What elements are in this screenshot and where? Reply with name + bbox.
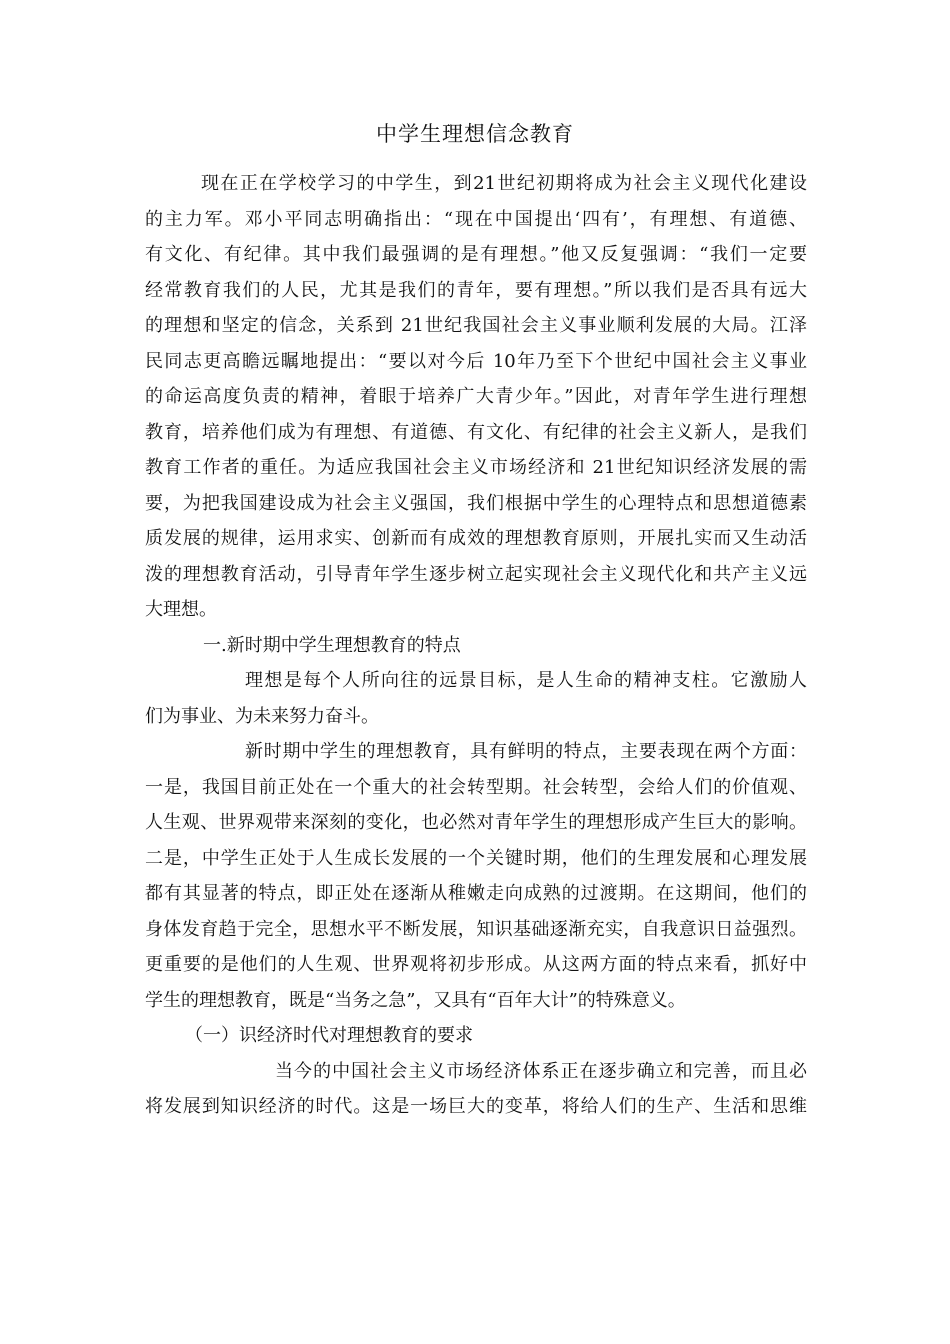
- document-body: [145, 166, 807, 1125]
- paragraph-line: 新时期中学生的理想教育，具有鲜明的特点，主要表现在两个方面：: [245, 741, 807, 762]
- paragraph-line: 学生的理想教育，既是“当务之急”，又具有“百年大计”的特殊意义。: [145, 989, 686, 1011]
- paragraph-line: 教育工作者的重任。为适应我国社会主义市场经济和 21世纪知识经济发展的需: [145, 457, 807, 478]
- paragraph-line: 大理想。: [145, 599, 217, 620]
- paragraph-line: 的理想和坚定的信念，关系到 21世纪我国社会主义事业顺利发展的大局。江泽: [145, 315, 807, 336]
- paragraph-line: 都有其显著的特点，即正处在逐渐从稚嫩走向成熟的过渡期。在这期间，他们的: [145, 883, 807, 904]
- paragraph-line: 当今的中国社会主义市场经济体系正在逐步确立和完善，而且必: [275, 1060, 807, 1082]
- paragraph-line: 理想是每个人所向往的远景目标，是人生命的精神支柱。它激励人: [245, 670, 807, 691]
- paragraph-line: 要，为把我国建设成为社会主义强国，我们根据中学生的心理特点和思想道德素: [145, 492, 807, 514]
- paragraph-line: 二是，中学生正处于人生成长发展的一个关键时期，他们的生理发展和心理发展: [145, 847, 807, 869]
- paragraph-line: 泼的理想教育活动，引导青年学生逐步树立起实现社会主义现代化和共产主义远: [145, 563, 807, 585]
- paragraph-line: 质发展的规律，运用求实、创新而有成效的理想教育原则，开展扎实而又生动活: [145, 528, 807, 549]
- paragraph-line: 教育，培养他们成为有理想、有道德、有文化、有纪律的社会主义新人，是我们: [145, 421, 807, 443]
- paragraph-line: 将发展到知识经济的时代。这是一场巨大的变革，将给人们的生产、生活和思维: [145, 1096, 807, 1117]
- section-heading: 一.新时期中学生理想教育的特点: [203, 634, 461, 656]
- paragraph-line: 身体发育趋于完全，思想水平不断发展，知识基础逐渐充实，自我意识日益强烈。: [145, 918, 807, 940]
- paragraph-line: 现在正在学校学习的中学生，到21世纪初期将成为社会主义现代化建设: [201, 173, 807, 194]
- paragraph-line: 的主力军。邓小平同志明确指出：“现在中国提出‘四有’，有理想、有道德、: [145, 208, 807, 230]
- paragraph-line: 经常教育我们的人民，尤其是我们的青年，要有理想。”所以我们是否具有远大: [145, 279, 807, 301]
- paragraph-line: 的命运高度负责的精神，着眼于培养广大青少年。”因此，对青年学生进行理想: [145, 386, 807, 407]
- paragraph-line: 民同志更高瞻远瞩地提出：“要以对今后 10年乃至下个世纪中国社会主义事业: [145, 350, 807, 372]
- paragraph-line: 一是，我国目前正处在一个重大的社会转型期。社会转型，会给人们的价值观、: [145, 776, 807, 798]
- document-title: 中学生理想信念教育: [376, 122, 574, 146]
- paragraph-line: 们为事业、为未来努力奋斗。: [145, 705, 379, 727]
- paragraph-line: 更重要的是他们的人生观、世界观将初步形成。从这两方面的特点来看，抓好中: [145, 954, 807, 975]
- paragraph-line: 有文化、有纪律。其中我们最强调的是有理想。”他又反复强调：“我们一定要: [145, 244, 807, 265]
- paragraph-line: 人生观、世界观带来深刻的变化，也必然对青年学生的理想形成产生巨大的影响。: [145, 812, 807, 833]
- subsection-heading: （一）识经济时代对理想教育的要求: [185, 1025, 473, 1046]
